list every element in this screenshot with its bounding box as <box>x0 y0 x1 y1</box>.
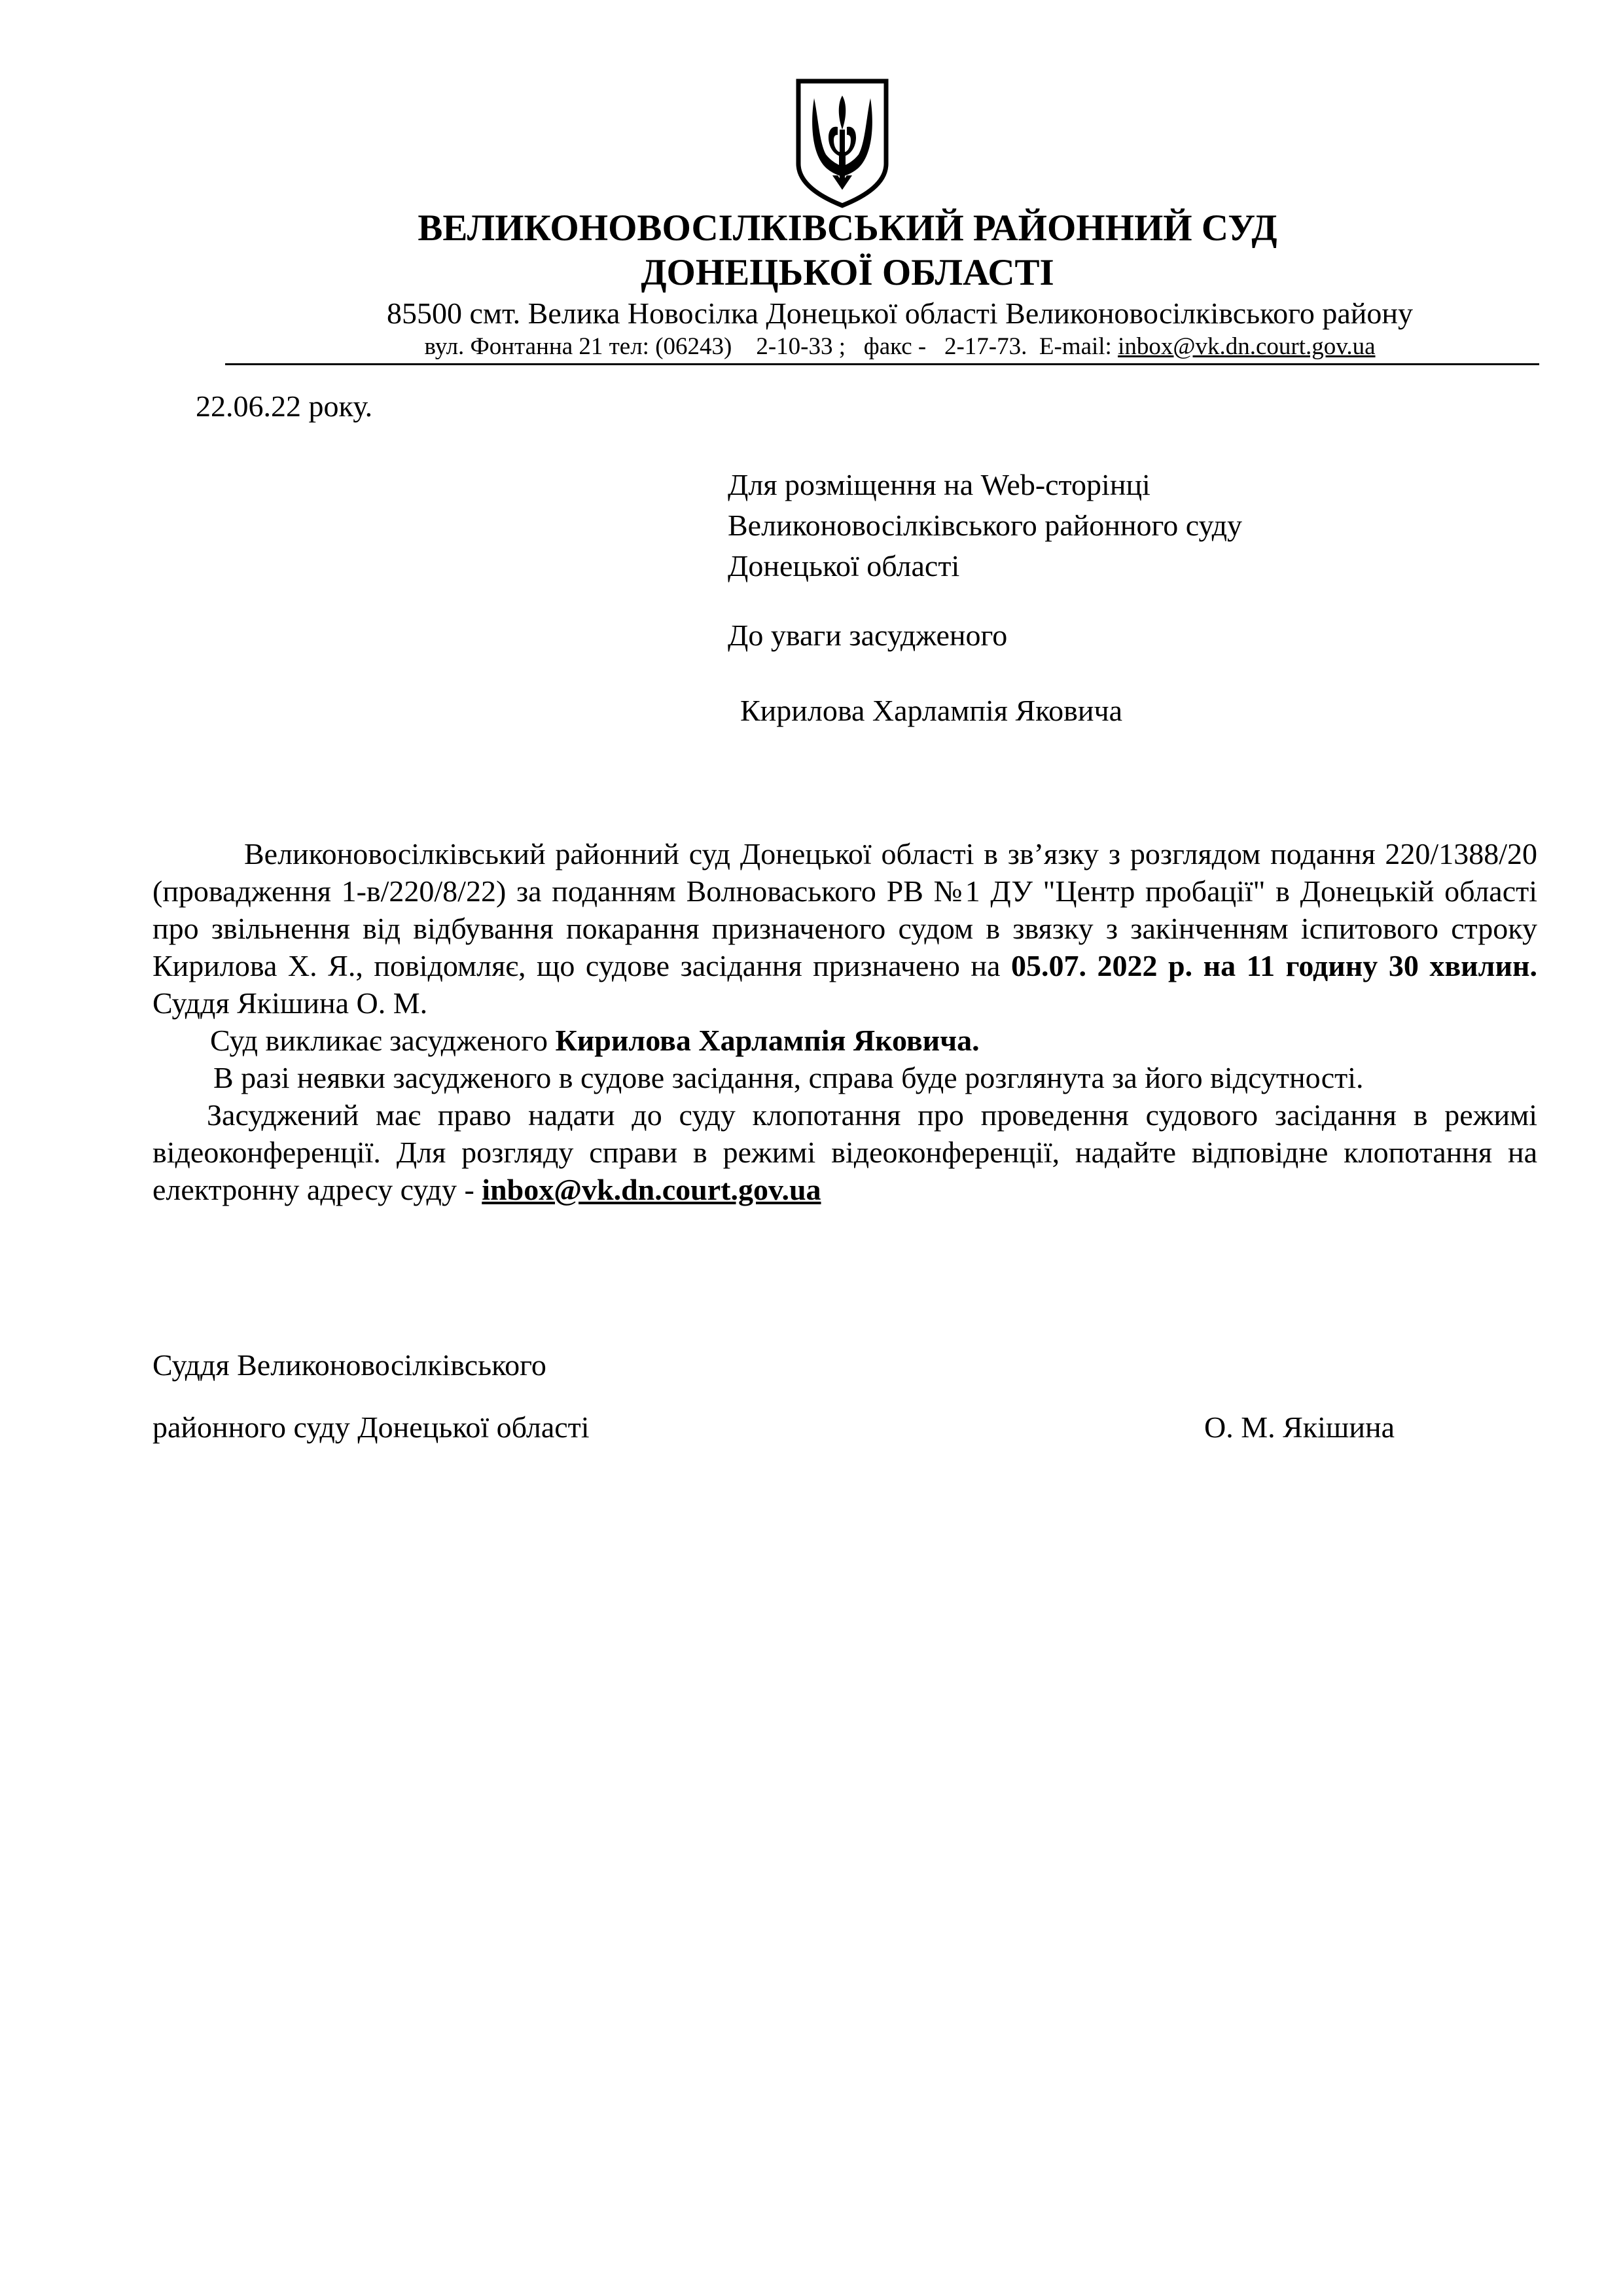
hearing-datetime: 05.07. 2022 р. на 11 годину 30 хвилин. <box>1010 949 1537 982</box>
absence-notice: В разі неявки засудженого в судове засідання, справа буде розглянута за його відсутності. <box>213 1061 1364 1094</box>
summons-line <box>152 1022 980 1059</box>
videoconference-text: Засуджений має право надати до суду клопотання про проведення судового засідання в режимі відеоконференції. Для розгляду справи в режимі відеоконференції, надайте відповідне клопотання на електронну адресу суду - <box>152 1098 1537 1206</box>
court-email-link[interactable]: inbox@vk.dn.court.gov.ua <box>1118 333 1376 360</box>
attention-label: До уваги засудженого <box>728 619 1008 652</box>
addressee-line1: Для розміщення на Web-сторінці <box>728 468 1150 501</box>
addressee-line3: Донецької області <box>728 549 960 583</box>
videoconference-paragraph <box>152 1096 1537 1208</box>
convict-name: Кирилова Харлампія Яковича <box>740 694 1123 727</box>
notice-paragraph <box>152 835 1537 1022</box>
judge-mention: Суддя Якішина О. М. <box>152 986 428 1020</box>
court-contacts-line <box>327 332 1472 361</box>
addressee-line2: Великоновосілківського районного суду <box>728 509 1243 542</box>
signature-title-line1: Суддя Великоновосілківського <box>152 1348 546 1382</box>
notice-text: Великоновосілківський районний суд Донецької області в зв’язку з розглядом подання 220/1388/20 (провадження 1-в/220/8/22) за поданням Волноваського РВ №1 ДУ "Центр пробації" в Донецькій області про звільнення від відбування покарання призначеного судом в звязку з закінченням іспитового строку Кирилова Х. Я., повідомляє, що судове засідання призначено на <box>152 837 1537 982</box>
summons-text: Суд викликає засудженого <box>210 1024 556 1057</box>
court-address-line1: 85500 смт. Велика Новосілка Донецької області Великоновосілківського району <box>387 296 1413 330</box>
court-name-line2: ДОНЕЦЬКОЇ ОБЛАСТІ <box>641 252 1054 293</box>
letter-date: 22.06.22 року. <box>196 389 373 423</box>
summons-name: Кирилова Харлампія Яковича. <box>555 1024 980 1057</box>
signature-name: О. М. Якішина <box>1204 1410 1395 1444</box>
header-divider <box>225 363 1539 365</box>
addressee-block <box>728 465 1242 586</box>
court-contacts-text: вул. Фонтанна 21 тел: (06243) 2-10-33 ; факс - 2-17-73. E-mail: <box>424 333 1118 360</box>
trident-emblem-icon <box>793 77 891 208</box>
court-name-line1: ВЕЛИКОНОВОСІЛКІВСЬКИЙ РАЙОННИЙ СУД <box>418 207 1277 249</box>
signature-title-line2: районного суду Донецької області <box>152 1410 590 1444</box>
court-email-bold-link[interactable]: inbox@vk.dn.court.gov.ua <box>482 1173 821 1206</box>
